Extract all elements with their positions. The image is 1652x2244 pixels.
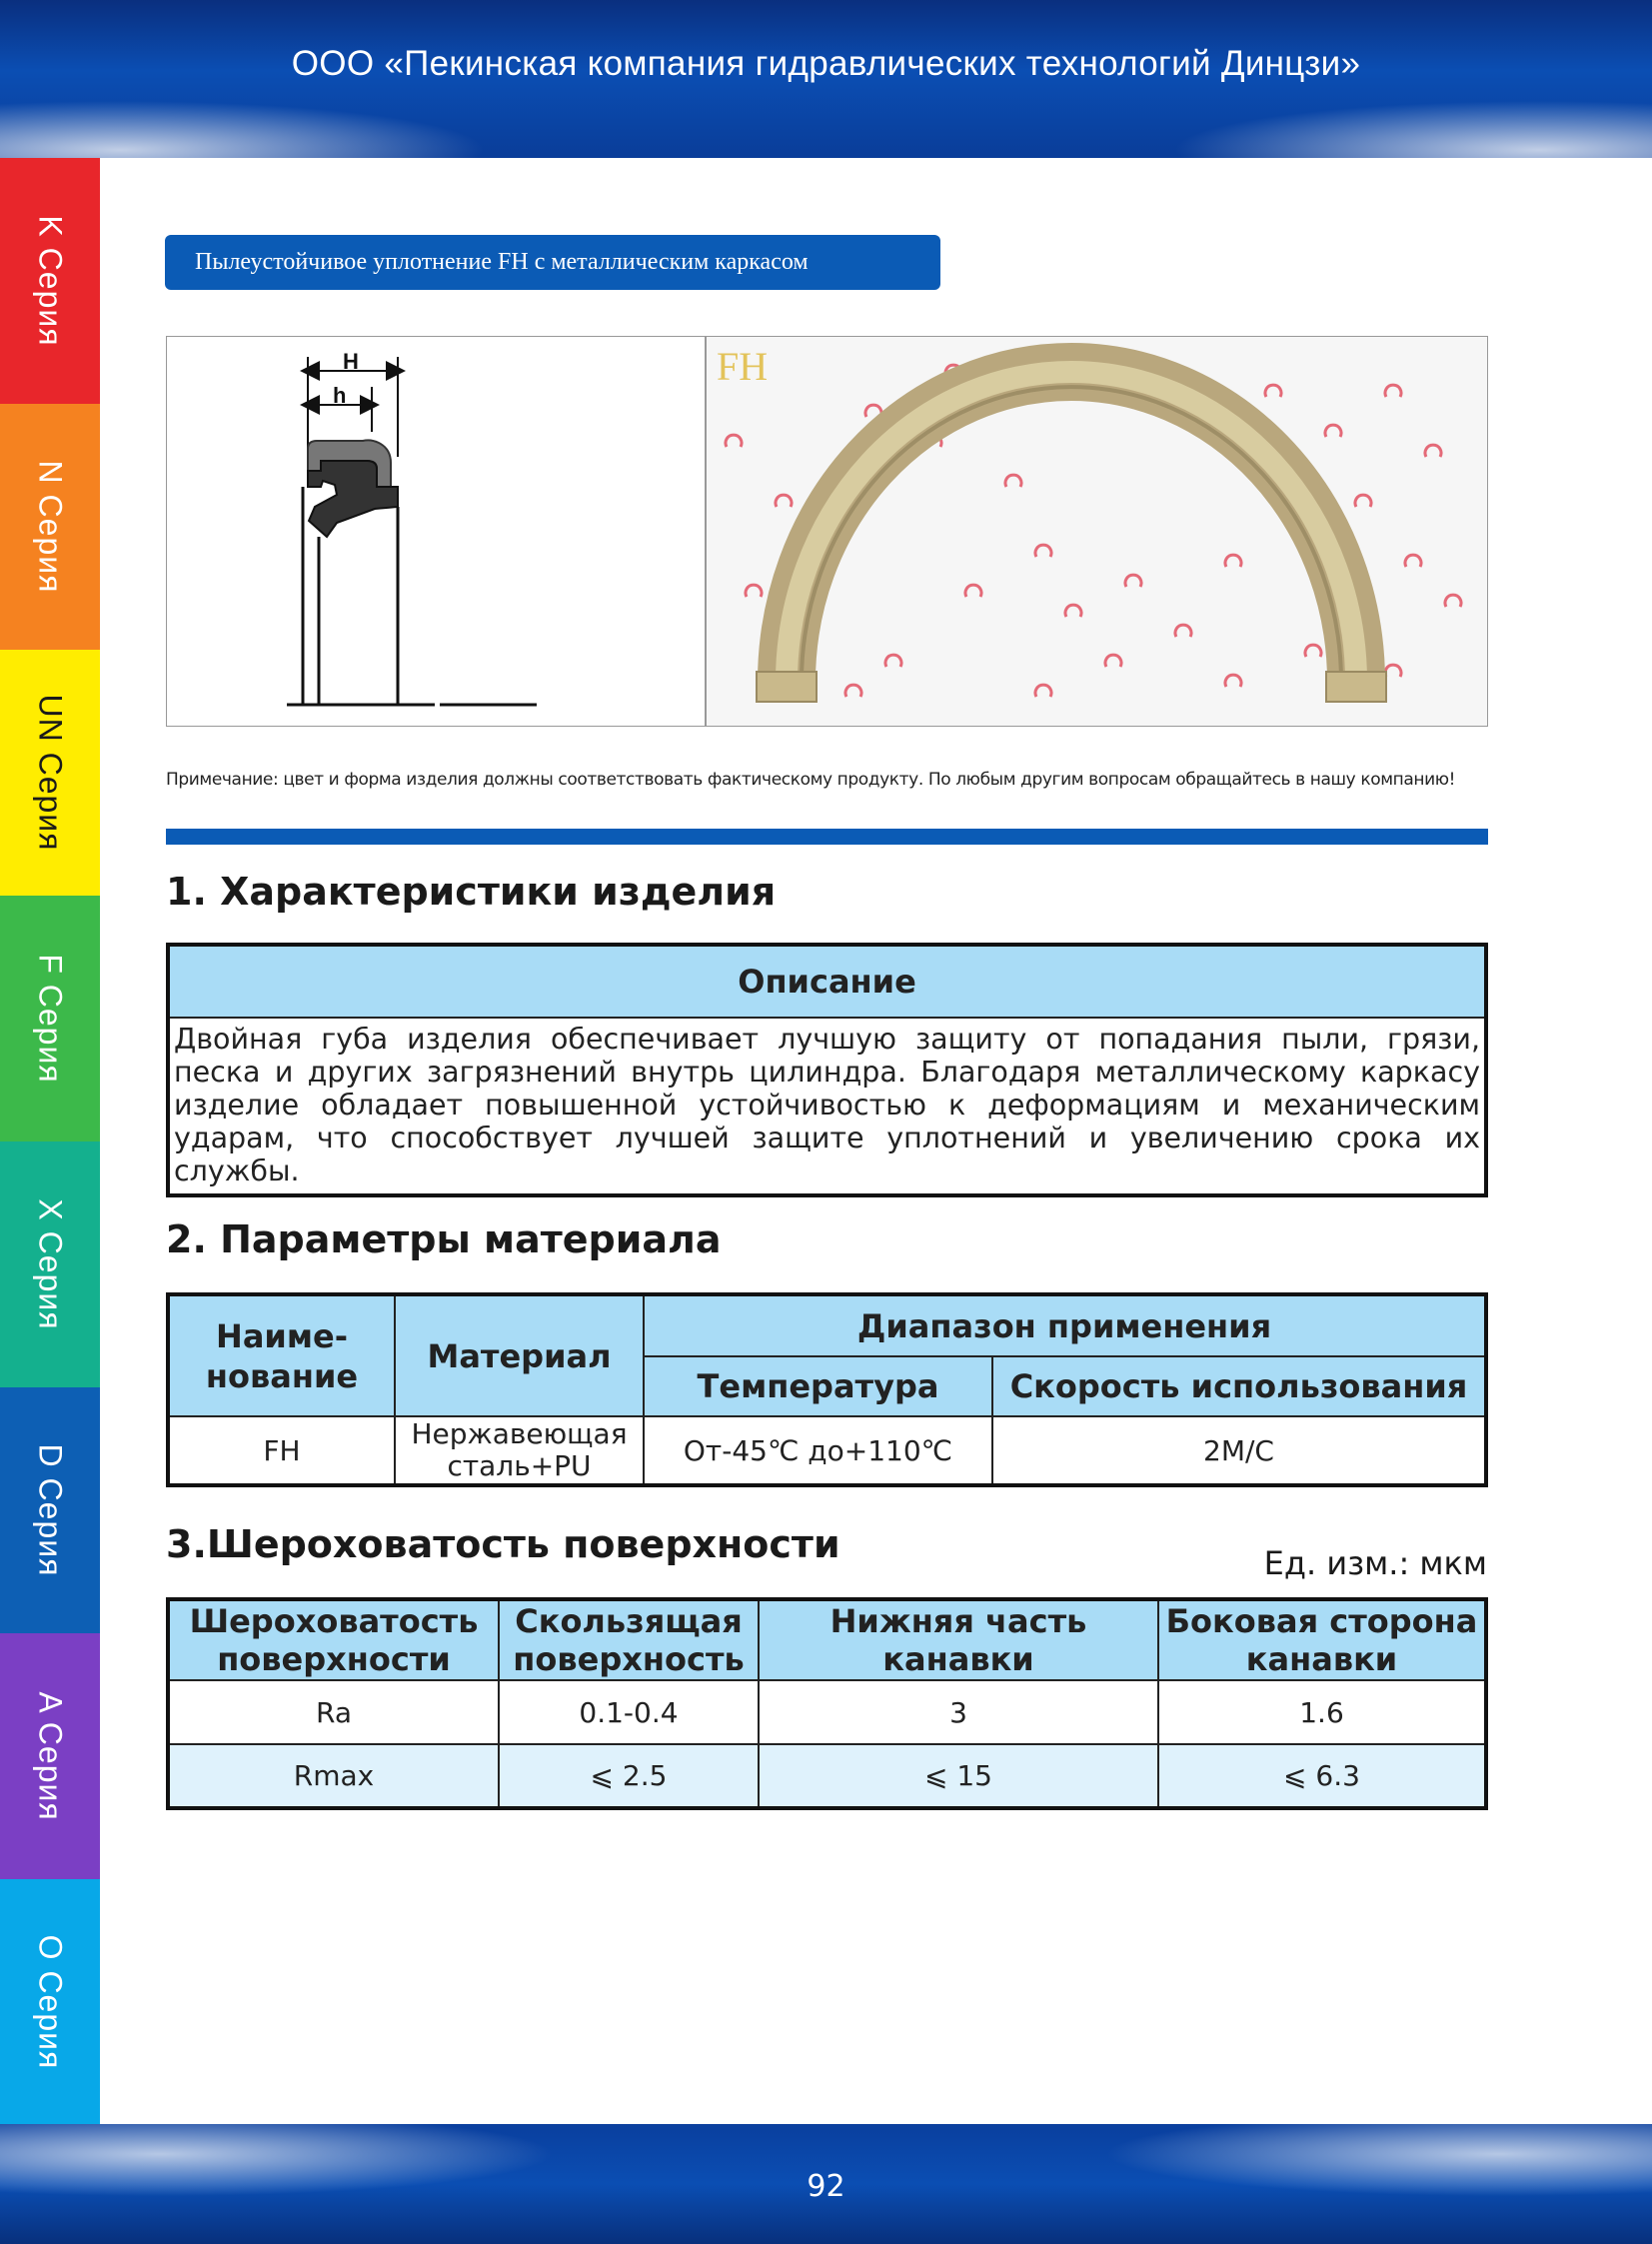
section-heading-characteristics: 1. Характеристики изделия [166,870,777,914]
header-speed: Скорость использования [992,1356,1486,1416]
cell-side: ⩽ 6.3 [1158,1744,1486,1808]
page-footer [0,2124,1652,2244]
section-heading-material: 2. Параметры материала [166,1217,722,1261]
page-header [0,0,1652,158]
material-table [166,1292,1488,1487]
series-tab-label: UN Серия [32,694,69,852]
description-header: Описание [168,945,1486,1018]
cell-speed: 2M/C [992,1416,1486,1485]
seal-ring-illustration [707,337,1487,726]
series-tabs [0,158,100,2125]
photo-product-code: FH [717,344,769,389]
header-range: Диапазон применения [644,1294,1486,1356]
series-tab-label: D Серия [32,1443,69,1577]
dimension-H-label: H [343,349,359,374]
series-tab-o[interactable] [0,1879,100,2125]
dimension-h-label: h [333,383,347,408]
series-tab-label: N Серия [32,460,69,594]
company-title: ООО «Пекинская компания гидравлических технологий Динцзи» [291,44,1361,83]
cell-param: Rmax [168,1744,499,1808]
section-heading-roughness: 3.Шероховатость поверхности [166,1522,840,1566]
cell-bottom: 3 [759,1680,1158,1744]
cell-sliding: ⩽ 2.5 [499,1744,759,1808]
cell-side: 1.6 [1158,1680,1486,1744]
cross-section-diagram [166,336,706,727]
series-tab-label: F Серия [32,954,69,1084]
header-material: Материал [395,1294,644,1416]
series-tab-x[interactable] [0,1141,100,1387]
cell-material: Нержавеющая сталь+PU [395,1416,644,1485]
seal-profile-drawing [167,337,705,726]
header-temperature: Температура [644,1356,992,1416]
cell-temperature: От-45℃ до+110℃ [644,1416,992,1485]
series-tab-label: O Серия [32,1934,69,2070]
table-row [168,1680,1486,1744]
unit-label: Ед. изм.: мкм [1263,1544,1487,1582]
series-tab-label: K Серия [32,215,69,347]
header-groove-bottom: Нижняя часть канавки [759,1599,1158,1680]
series-tab-d[interactable] [0,1387,100,1633]
series-tab-a[interactable] [0,1633,100,1879]
series-tab-label: X Серия [32,1198,69,1330]
roughness-table [166,1597,1488,1810]
series-tab-f[interactable] [0,896,100,1141]
table-row [168,1744,1486,1808]
cell-sliding: 0.1-0.4 [499,1680,759,1744]
header-name: Наиме-нование [168,1294,395,1416]
header-groove-side: Боковая сторона канавки [1158,1599,1486,1680]
series-tab-un[interactable] [0,650,100,896]
cell-param: Ra [168,1680,499,1744]
product-title: Пылеустойчивое уплотнение FH с металлическим каркасом [165,235,940,290]
series-tab-n[interactable] [0,404,100,650]
characteristics-table [166,943,1488,1197]
product-photo [706,336,1488,727]
series-tab-label: A Серия [32,1691,69,1821]
description-text: Двойная губа изделия обеспечивает лучшую защиту от попадания пыли, грязи, песка и других загрязнений внутрь цилиндра. Благодаря металлическому каркасу изделие обладает повышенной устойчивостью к деформациям и механическим ударам, что способствует лучшей защите уплотнений и увеличению срока их службы. [168,1018,1486,1195]
page-number: 92 [807,2169,845,2204]
section-divider [166,829,1488,845]
cell-bottom: ⩽ 15 [759,1744,1158,1808]
cell-name: FH [168,1416,395,1485]
series-tab-k[interactable] [0,158,100,404]
header-roughness: Шероховатость поверхности [168,1599,499,1680]
header-sliding-surface: Скользящая поверхность [499,1599,759,1680]
product-note: Примечание: цвет и форма изделия должны соответствовать фактическому продукту. По любым другим вопросам обращайтесь в нашу компанию! [166,770,1456,790]
